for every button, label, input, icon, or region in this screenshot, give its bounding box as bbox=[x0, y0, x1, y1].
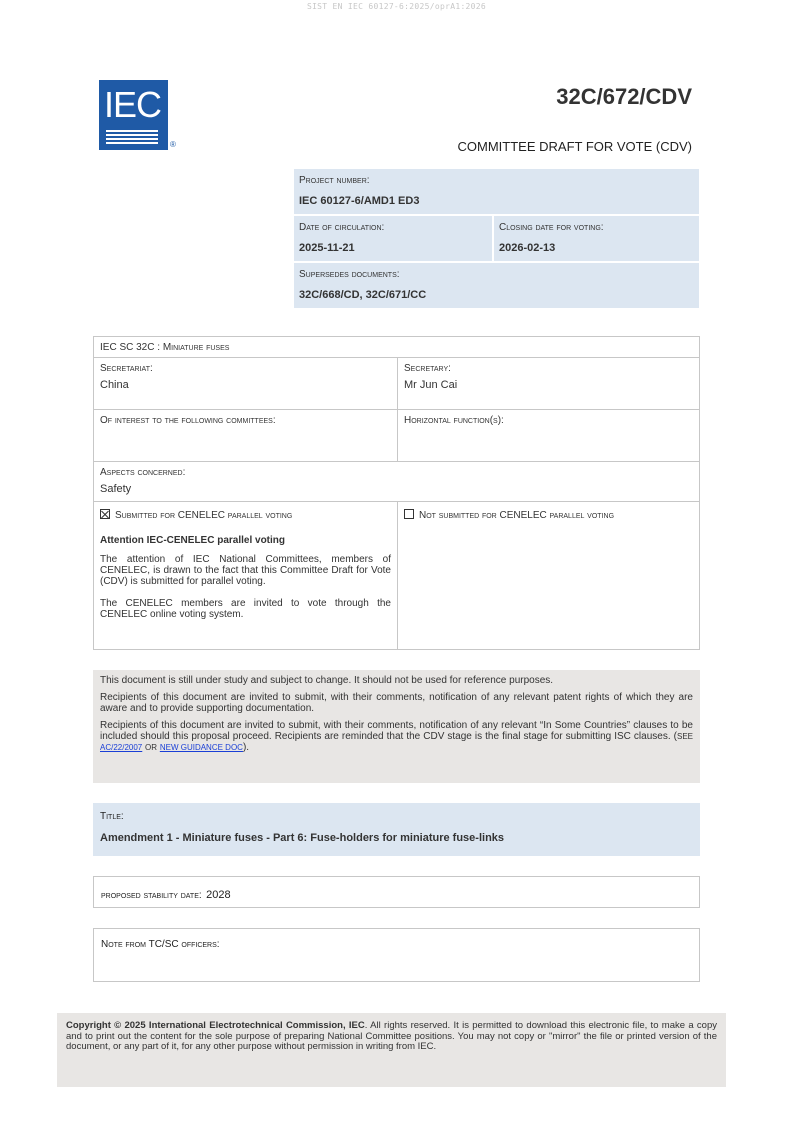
logo-bars bbox=[106, 130, 158, 146]
project-number-label: Project number: bbox=[299, 175, 370, 186]
copyright-text bbox=[66, 1021, 717, 1053]
title-label: Title: bbox=[100, 811, 124, 822]
project-number: IEC 60127-6/AMD1 ED3 bbox=[299, 195, 420, 207]
horizontal-cell bbox=[398, 410, 700, 462]
copyright-box bbox=[57, 1013, 726, 1087]
notice-paragraph-2: Recipients of this document are invited to submit, with their comments, notification of any relevant patent rights of which they are aware and to provide supporting documentation. bbox=[100, 692, 693, 714]
closing-cell bbox=[494, 216, 699, 261]
project-info-grid bbox=[294, 169, 699, 310]
committee-name bbox=[94, 337, 700, 358]
committee-table bbox=[93, 336, 700, 650]
submitted-checkbox[interactable] bbox=[100, 509, 110, 519]
stability-label: proposed stability date: bbox=[101, 890, 202, 901]
circulation-label: Date of circulation: bbox=[299, 222, 385, 233]
closing-label: Closing date for voting: bbox=[499, 222, 604, 233]
committee-title: Miniature fuses bbox=[162, 342, 230, 353]
secretary-value: Mr Jun Cai bbox=[404, 379, 458, 391]
title-box bbox=[93, 803, 700, 856]
stability-year: 2028 bbox=[206, 889, 231, 901]
registered-mark: ® bbox=[170, 140, 176, 149]
attention-heading: Attention IEC-CENELEC parallel voting bbox=[100, 535, 286, 546]
new-guidance-doc-link[interactable]: NEW GUIDANCE DOC bbox=[159, 743, 243, 752]
secretariat-label: Secretariat: bbox=[100, 363, 153, 374]
committee-code: IEC SC 32C : bbox=[100, 342, 163, 353]
closing-date: 2026-02-13 bbox=[499, 242, 556, 254]
aspects-label: Aspects concerned: bbox=[100, 467, 186, 478]
see-text: SEE bbox=[676, 732, 693, 741]
ac-22-2007-link[interactable]: AC/22/2007 bbox=[100, 743, 143, 752]
attention-paragraph-2: The CENELEC members are invited to vote through the CENELEC online voting system. bbox=[100, 598, 391, 620]
secretary-label: Secretary: bbox=[404, 363, 451, 374]
note-label: Note from TC/SC officers: bbox=[101, 939, 220, 950]
aspects-cell bbox=[94, 462, 700, 502]
notice-paragraph-1: This document is still under study and subject to change. It should not be used for reference purposes. bbox=[100, 675, 554, 686]
note-box bbox=[93, 928, 700, 982]
secretariat-value: China bbox=[100, 379, 129, 391]
supersedes-label: Supersedes documents: bbox=[299, 269, 400, 280]
notice-paragraph-3 bbox=[100, 720, 693, 753]
secretariat-cell bbox=[94, 358, 398, 410]
not-submitted-label: Not submitted for CENELEC parallel voting bbox=[419, 510, 615, 521]
document-type: COMMITTEE DRAFT FOR VOTE (CDV) bbox=[457, 139, 692, 154]
stability-box bbox=[93, 876, 700, 908]
submitted-cell bbox=[94, 502, 398, 650]
interest-label: Of interest to the following committees: bbox=[100, 415, 276, 426]
supersedes-value: 32C/668/CD, 32C/671/CC bbox=[299, 289, 427, 301]
supersedes-cell bbox=[294, 263, 699, 308]
not-submitted-cell bbox=[398, 502, 700, 650]
interest-cell bbox=[94, 410, 398, 462]
secretary-cell bbox=[398, 358, 700, 410]
attention-paragraph-1: The attention of IEC National Committees, members of CENELEC, is drawn to the fact that this Committee Draft for Vote (CDV) is submitted for parallel voting. bbox=[100, 554, 391, 587]
not-submitted-checkbox[interactable] bbox=[404, 509, 414, 519]
submitted-label: Submitted for CENELEC parallel voting bbox=[115, 510, 293, 521]
project-number-cell bbox=[294, 169, 699, 214]
circulation-date: 2025-11-21 bbox=[299, 242, 355, 254]
copyright-bold: Copyright © 2025 International Electrotechnical Commission, IEC bbox=[66, 1020, 365, 1031]
iec-logo bbox=[99, 80, 168, 150]
notice-end: ). bbox=[242, 742, 250, 753]
notice-paragraph-3-text: Recipients of this document are invited to submit, with their comments, notification of any relevant “In Some Countries” clauses to be included should this proposal proceed. Recipients are reminded that the CDV stage is the final stage for submitting ISC clauses. ( bbox=[100, 720, 693, 742]
or-text: OR bbox=[145, 743, 158, 752]
circulation-cell bbox=[294, 216, 492, 261]
document-title: Amendment 1 - Miniature fuses - Part 6: Fuse-holders for miniature fuse-links bbox=[100, 832, 505, 844]
aspects-value: Safety bbox=[100, 483, 132, 495]
watermark: SIST EN IEC 60127-6:2025/oprA1:2026 bbox=[306, 2, 487, 11]
document-number: 32C/672/CDV bbox=[556, 84, 692, 109]
notice-box bbox=[93, 670, 700, 783]
logo-text: IEC bbox=[104, 84, 162, 125]
copyright-body: . All rights reserved. It is permitted to download this electronic file, to make a copy and to print out the content for the sole purpose of preparing National Committee positions. You may not copy or "mirror" the file or printed version of the document, or any part of it, for any other purpose without permission in writing from IEC. bbox=[66, 1020, 717, 1052]
horizontal-label: Horizontal function(s): bbox=[404, 415, 504, 426]
